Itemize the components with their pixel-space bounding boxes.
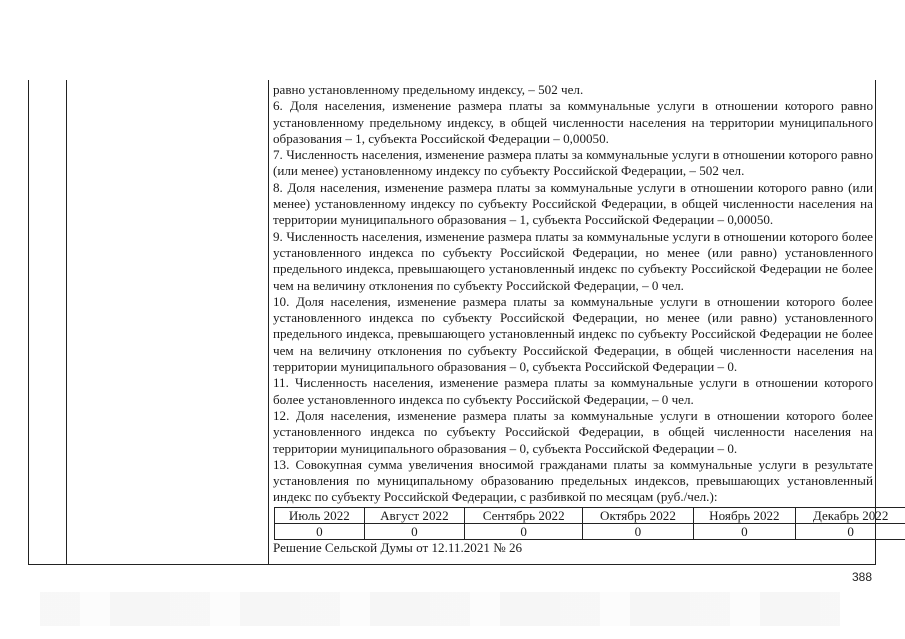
paragraph-12: 12. Доля населения, изменение размера платы за коммунальные услуги в отношении которого более установленного индекса по субъекту Российской Федерации, в общей численности населения на территории муниципального образования – 0, субъекта Российской Федерации – 0. [273,407,873,456]
paragraph-7: 7. Численность населения, изменение размера платы за коммунальные услуги в отношении которого равно (или менее) установленному индексу по субъекту Российской Федерации, – 502 чел. [273,147,873,179]
paragraph-6: 6. Доля населения, изменение размера платы за коммунальные услуги в отношении которого равно установленному предельному индексу, в общей численности населения на территории муниципального образования – 1, субъекта Российской Федерации – 0,00050. [273,98,873,146]
table-column-municipality [67,80,269,564]
table-cell-content [273,82,889,556]
paragraph-10: 10. Доля населения, изменение размера платы за коммунальные услуги в отношении которого более установленного индекса по субъекту Российской Федерации, но менее (или равно) установленного предельного индекса, превышающего установленный индекс по субъекту Российской Федерации не более чем на величину отклонения по субъекту Российской Федерации, в общей численности населения на территории муниципального образования – 0, субъекта Российской Федерации – 0. [273,293,873,375]
header-september: Сентябрь 2022 [464,507,582,523]
paragraph-9: 9. Численность населения, изменение размера платы за коммунальные услуги в отношении которого более установленного индекса по субъекту Российской Федерации, но менее (или равно) установленного предельного индекса, превышающего установленный индекс по субъекту Российской Федерации не более чем на величину отклонения по субъекту Российской Федерации, – 0 чел. [273,228,873,293]
header-december: Декабрь 2022 [796,507,905,523]
value-july: 0 [275,523,365,539]
value-october: 0 [583,523,693,539]
scan-artifact [40,592,840,626]
value-december: 0 [796,523,905,539]
table-header-row [275,507,905,523]
value-september: 0 [464,523,582,539]
value-august: 0 [364,523,464,539]
header-november: Ноябрь 2022 [693,507,796,523]
header-august: Август 2022 [364,507,464,523]
paragraph-11: 11. Численность населения, изменение размера платы за коммунальные услуги в отношении которого более установленного индекса по субъекту Российской Федерации, – 0 чел. [273,375,873,407]
decision-reference: Решение Сельской Думы от 12.11.2021 № 26 [273,539,523,555]
page-number: 388 [852,570,873,584]
table-column-number [29,80,67,564]
header-july: Июль 2022 [275,507,365,523]
value-november: 0 [693,523,796,539]
table-row [275,523,905,539]
document-table [28,80,889,565]
paragraph-5-end: равно установленному предельному индексу, – 502 чел. [273,82,584,97]
paragraph-8: 8. Доля населения, изменение размера платы за коммунальные услуги в отношении которого равно (или менее) установленному индексу по субъекту Российской Федерации, в общей численности населения на территории муниципального образования – 1, субъекта Российской Федерации – 0,00050. [273,179,873,228]
monthly-increase-table [274,507,905,540]
header-october: Октябрь 2022 [583,507,693,523]
paragraph-13: 13. Совокупная сумма увеличения вносимой гражданами платы за коммунальные услуги в результате установления по муниципальному образованию предельных индексов, превышающих установленный индекс по субъекту Российской Федерации, с разбивкой по месяцам (руб./чел.): [273,456,873,505]
